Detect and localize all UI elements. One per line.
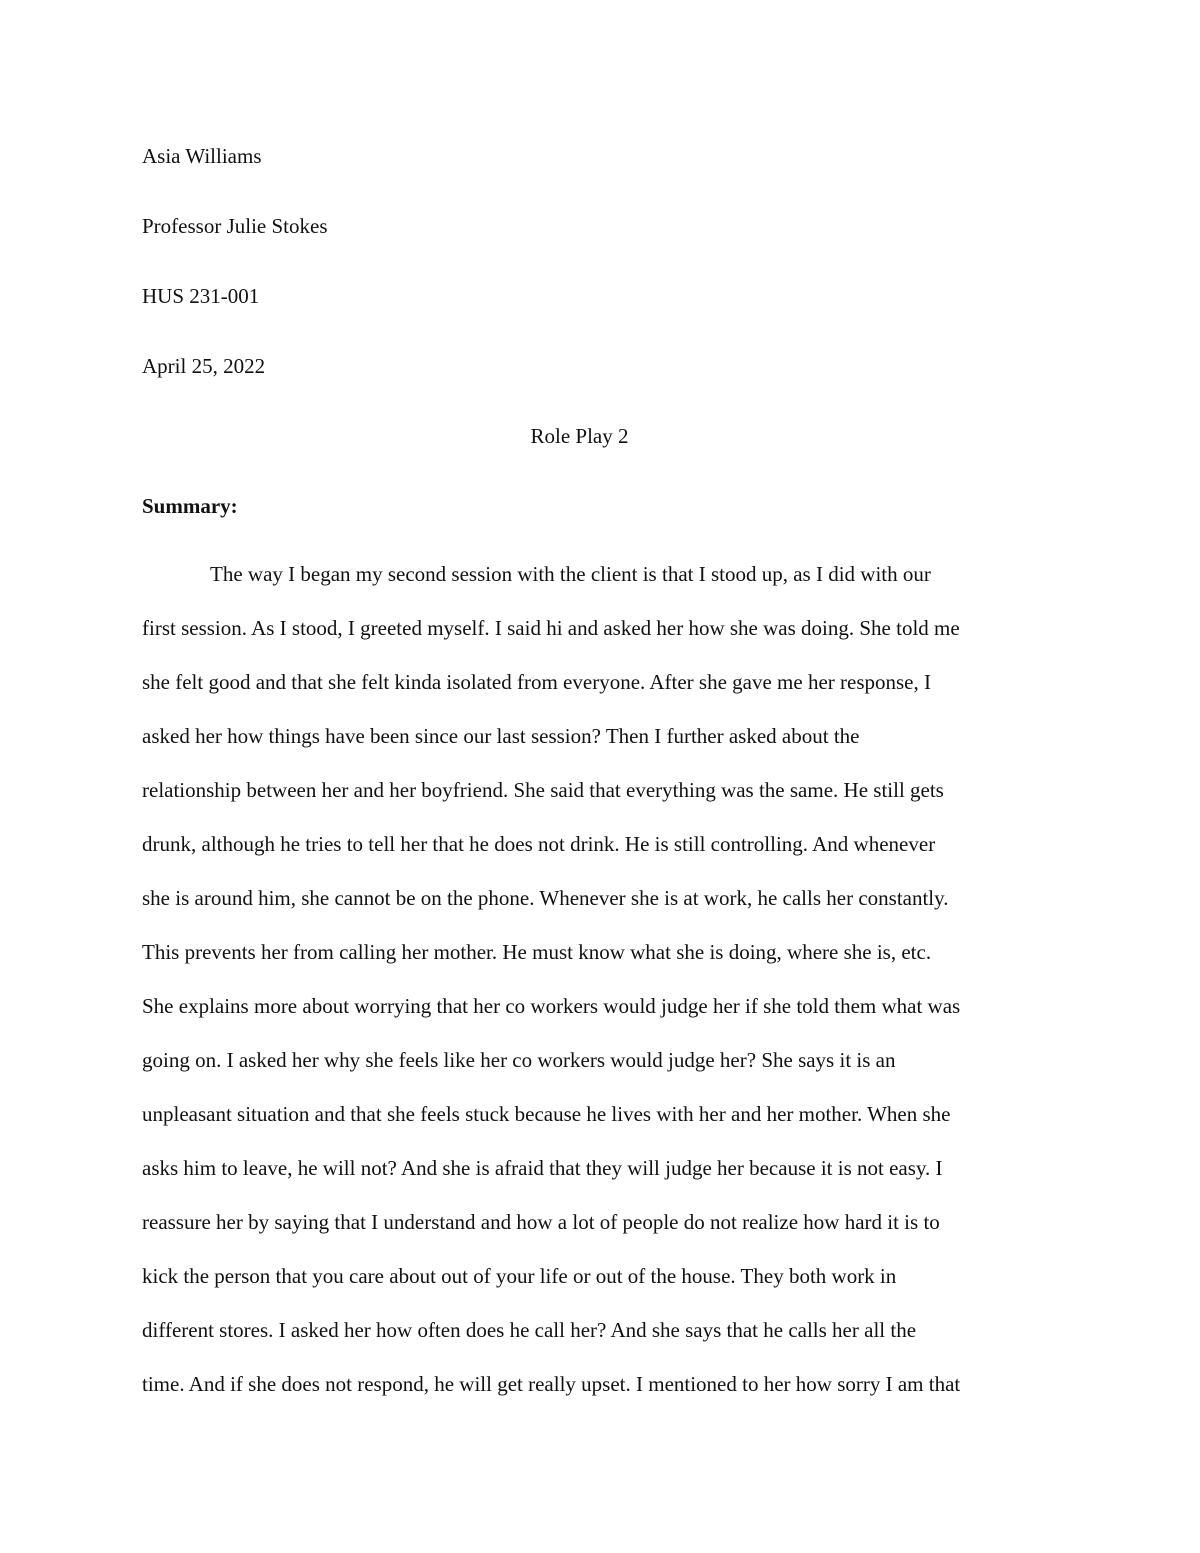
paragraph-line: asked her how things have been since our last session? Then I further asked about the [142,724,860,748]
paragraph-line: unpleasant situation and that she feels stuck because he lives with her and her mother. When she [142,1102,951,1126]
summary-heading: Summary: [142,494,238,518]
paragraph-line: different stores. I asked her how often does he call her? And she says that he calls her all the [142,1318,917,1342]
course-code: HUS 231-001 [142,284,260,308]
paragraph-line: going on. I asked her why she feels like her co workers would judge her? She says it is an [142,1048,896,1072]
paragraph-line: drunk, although he tries to tell her that he does not drink. He is still controlling. And whenever [142,832,936,856]
student-name: Asia Williams [142,144,262,168]
summary-paragraph [142,557,1072,1421]
document-header [142,141,1072,421]
paragraph-line: she felt good and that she felt kinda isolated from everyone. After she gave me her response, I [142,670,931,694]
paragraph-line: she is around him, she cannot be on the phone. Whenever she is at work, he calls her constantly. [142,886,949,910]
paragraph-line: asks him to leave, he will not? And she is afraid that they will judge her because it is not easy. I [142,1156,943,1180]
paragraph-line: relationship between her and her boyfriend. She said that everything was the same. He still gets [142,778,944,802]
document-date: April 25, 2022 [142,354,266,378]
paragraph-line: She explains more about worrying that her co workers would judge her if she told them what was [142,994,961,1018]
paragraph-line: kick the person that you care about out of your life or out of the house. They both work in [142,1264,897,1288]
paragraph-line: The way I began my second session with the client is that I stood up, as I did with our [210,562,931,586]
paragraph-line: time. And if she does not respond, he will get really upset. I mentioned to her how sorry I am that [142,1372,961,1396]
paragraph-line: first session. As I stood, I greeted myself. I said hi and asked her how she was doing. She told me [142,616,960,640]
paragraph-line: This prevents her from calling her mother. He must know what she is doing, where she is, etc. [142,940,932,964]
professor-name: Professor Julie Stokes [142,214,328,238]
document-title: Role Play 2 [530,424,629,448]
paragraph-line: reassure her by saying that I understand and how a lot of people do not realize how hard it is to [142,1210,940,1234]
